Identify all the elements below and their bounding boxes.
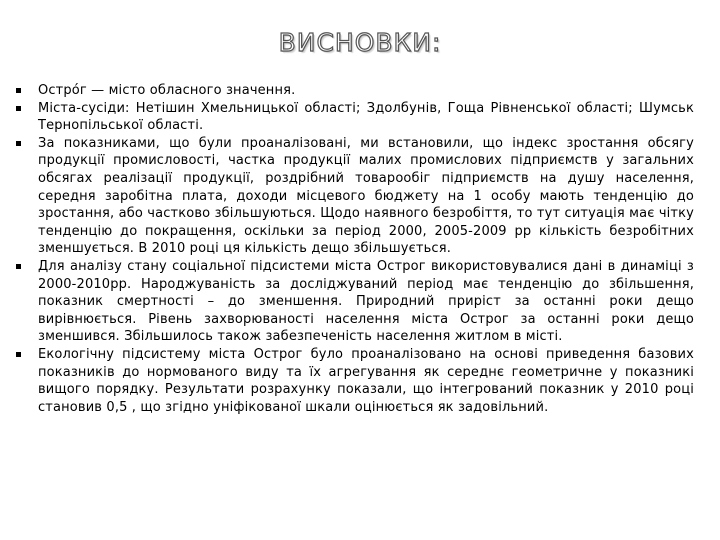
bullet-item xyxy=(14,346,694,416)
bullet-list xyxy=(14,82,694,416)
bullet-item xyxy=(14,258,694,346)
bullet-text: Міста-сусіди: Нетішин Хмельницької області; Здолбунів, Гоща Рівненської області; Шумськ Тернопільської області. xyxy=(38,100,694,134)
bullet-item xyxy=(14,82,694,100)
square-bullet-icon xyxy=(16,88,21,93)
bullet-text: Для аналізу стану соціальної підсистеми міста Острог використовувалися дані в динаміці з 2000-2010рр. Народжуваність за досліджуваний період має тенденцію до збільшення, показник смертності – до зменшення. Природний приріст за останні роки дещо вирівнюється. Рівень захворюваності населення міста Острог за останні роки дещо зменшився. Збільшилось також забезпеченість населення житлом в місті. xyxy=(38,258,694,345)
bullet-item xyxy=(14,100,694,135)
bullet-text: За показниками, що були проаналізовані, ми встановили, що індекс зростання обсягу продукції промисловості, частка продукції малих промислових підприємств у загальних обсягах реалізації продукції, роздрібний товарообіг підприємств на душу населення, середня заробітна плата, доходи місцевого бюджету на 1 особу мають тенденцію до зростання, або частково збільшуються. Щодо наявного безробіття, то тут ситуація має чітку тенденцію до покращення, оскільки за період 2000, 2005-2009 рр кількість безробітних зменшується. В 2010 році ця кількість дещо збільшується. xyxy=(38,135,694,257)
square-bullet-icon xyxy=(16,264,21,269)
square-bullet-icon xyxy=(16,106,21,111)
bullet-item xyxy=(14,135,694,258)
bullet-text: Остро́г — місто обласного значення. xyxy=(38,83,296,98)
square-bullet-icon xyxy=(16,141,21,146)
slide-title: ВИСНОВКИ: xyxy=(278,28,442,57)
square-bullet-icon xyxy=(16,352,21,357)
bullet-text: Екологічну підсистему міста Острог було проаналізовано на основі приведення базових показників до нормованого виду та їх агрегування як середнє геометричне у показникі вищого порядку. Результати розрахунку показали, що інтегрований показник у 2010 році становив 0,5 , що згідно уніфікованої шкали оцінюється як задовільний. xyxy=(38,346,694,415)
